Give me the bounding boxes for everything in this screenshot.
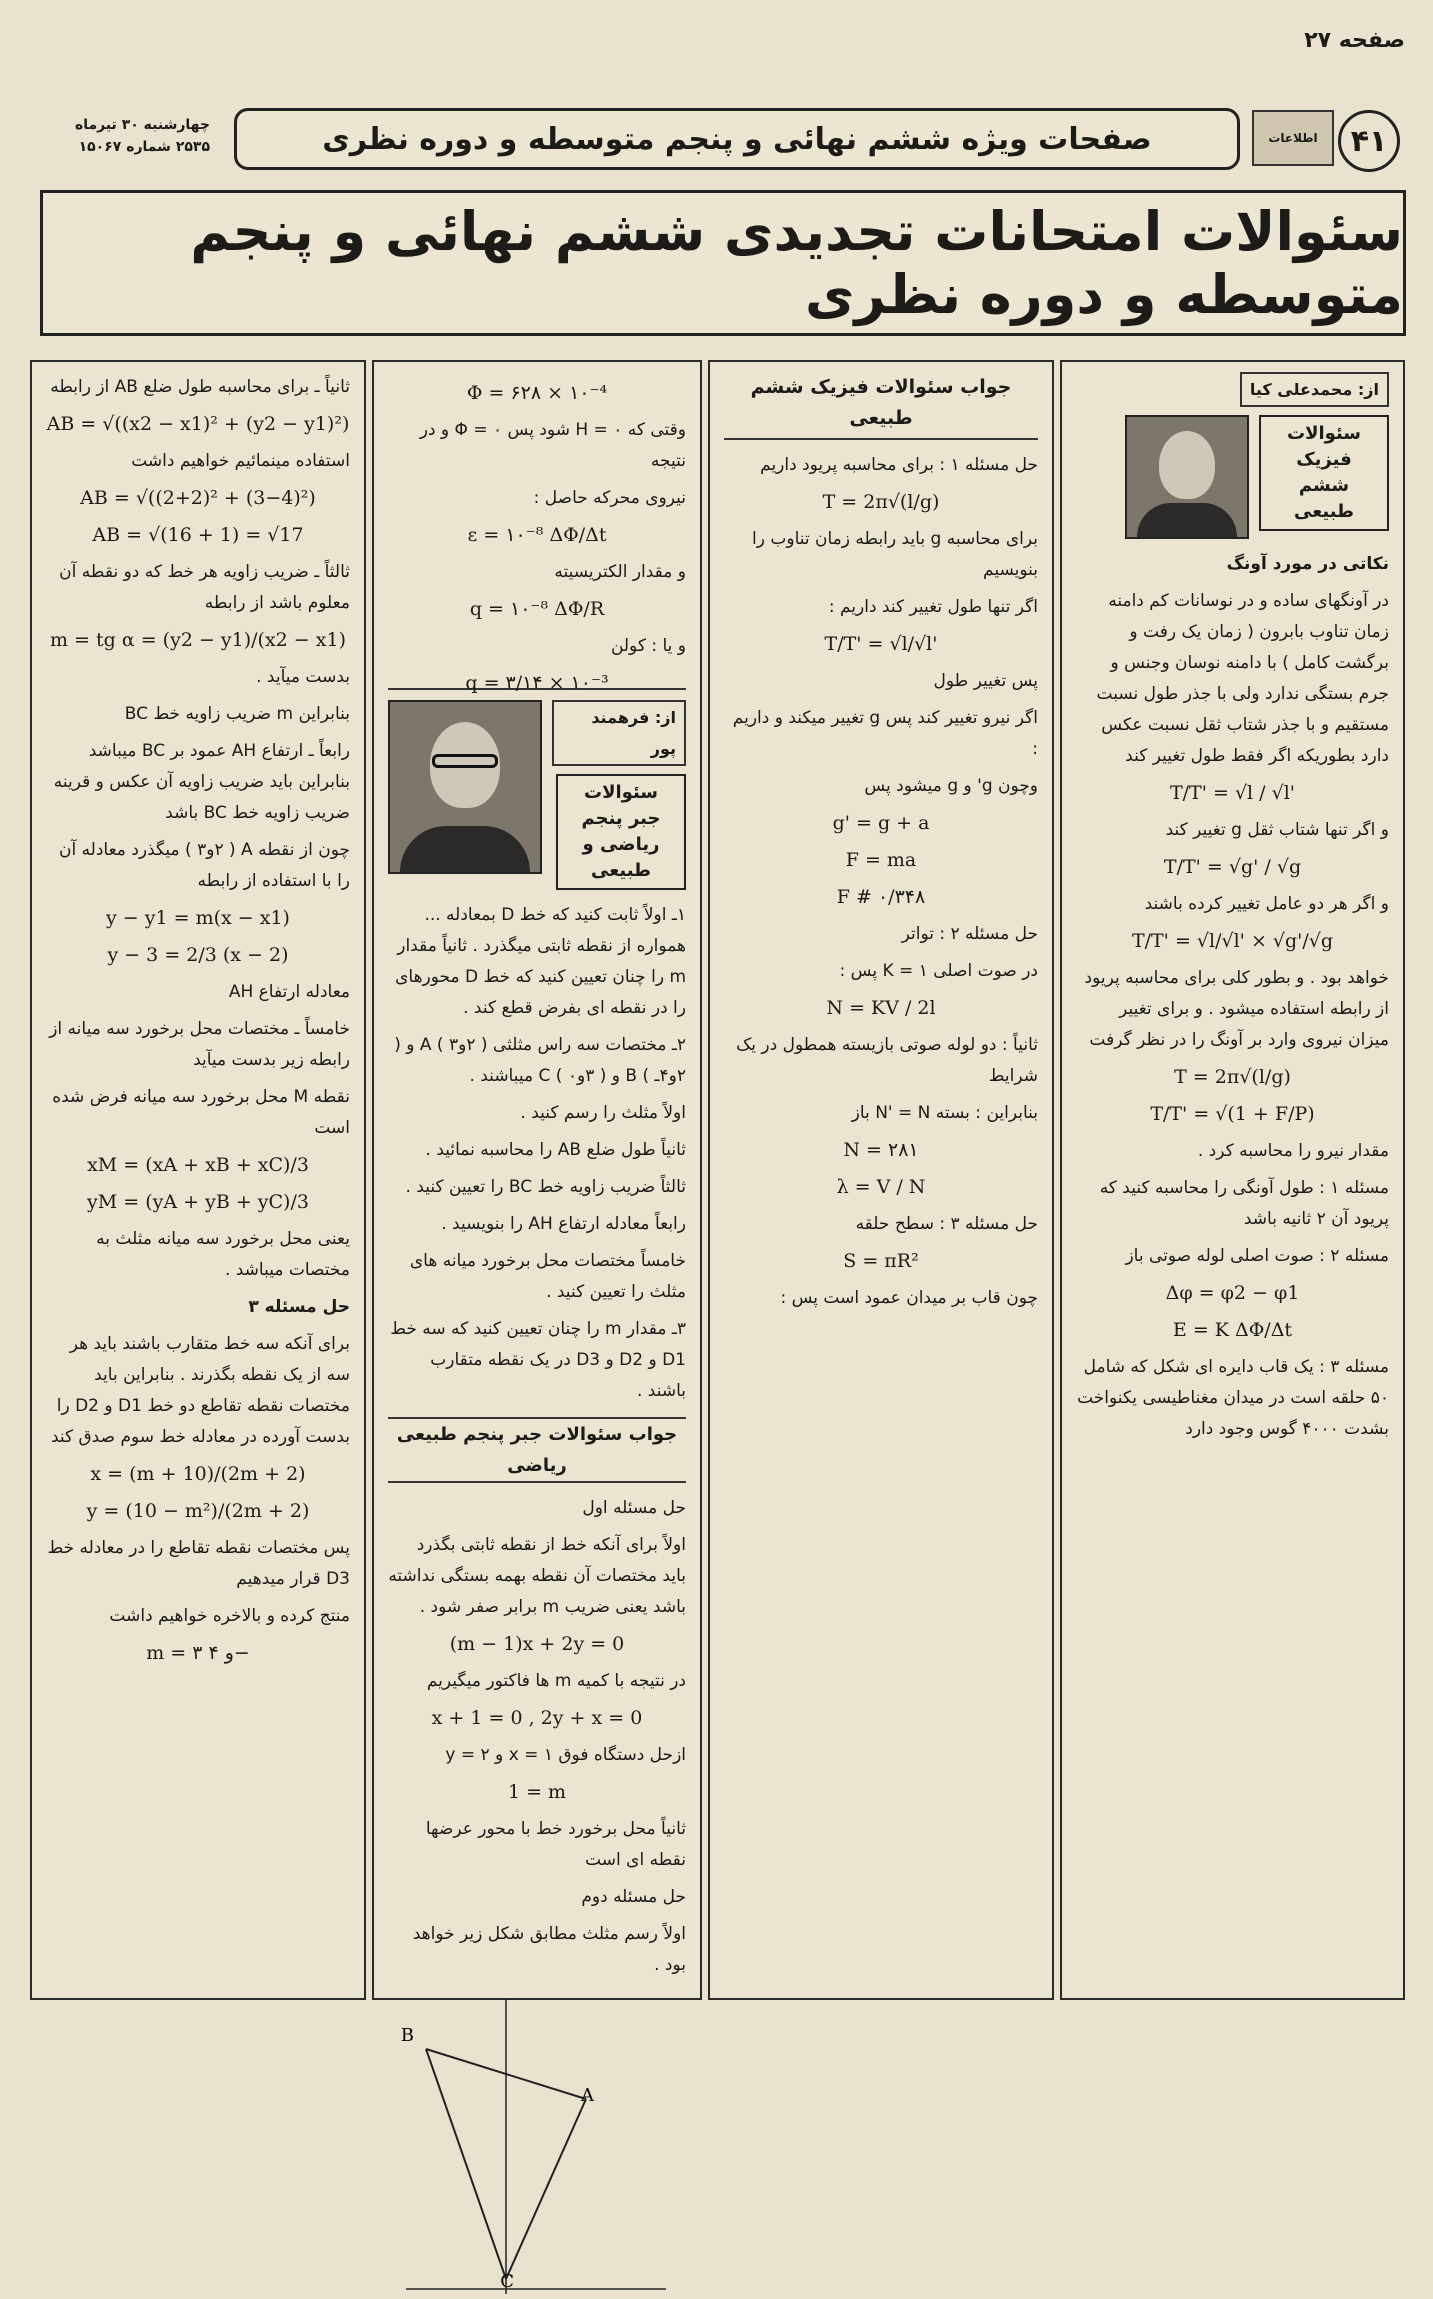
paragraph: حل مسئله ۱ : برای محاسبه پریود داریم [760,455,1038,475]
paragraph: حل مسئله ۳ [248,1297,350,1317]
formula: m = tg α = (y2 − y1)/(x2 − x1) [50,629,346,651]
author-byline: از: فرهمند پور [552,700,686,766]
physics-questions-column [1060,360,1405,2000]
formula: T/T' = √l/√l' [824,633,938,655]
paragraph: ۱ـ اولاً ثابت کنید که خط D بمعادله ... همواره از نقطه ثابتی میگذرد . ثانیاً مقدار m را چنان تعیین کنید که خط D محورهای را در نقطه ای بفرض قطع کند . [395,905,686,1018]
formula: (m − 1)x + 2y = 0 [449,1633,625,1655]
paragraph: بنابراین : بسته N' = N باز [851,1103,1038,1123]
paragraph: رابعاً ـ ارتفاع AH عمود بر BC میباشد بنابراین باید ضریب زاویه آن عکس و قرینه ضریب زاویه خط BC باشد [53,741,350,823]
formula: xM = (xA + xB + xC)/3 [87,1154,309,1176]
paragraph: اگر تنها طول تغییر کند داریم : [828,597,1038,617]
formula: T/T' = √l/√l' × √g'/√g [1131,930,1334,952]
issue-line: ۲۵۳۵ شماره ۱۵۰۶۷ [78,139,210,155]
column-title: جواب سئوالات فیزیک ششم طبیعی [724,372,1038,440]
newspaper-logo: اطلاعات [1252,110,1334,166]
formula: E = K ΔΦ/Δt [1172,1319,1293,1341]
paragraph: اولاً رسم مثلث مطابق شکل زیر خواهد بود . [412,1924,686,1975]
paragraph: پس مختصات نقطه تقاطع را در معادله خط D3 قرار میدهیم [47,1538,350,1589]
paragraph: برای محاسبه g باید رابطه زمان تناوب را بنویسیم [752,529,1038,580]
issue-page-badge: ۴۱ [1338,110,1400,172]
paragraph: برای آنکه سه خط متقارب باشند باید هر سه از یک نقطه بگذرند . بنابراین باید مختصات نقطه تقاطع دو خط D1 و D2 را بدست آورده در معادله خط سوم صدق کند [50,1334,350,1447]
formula: 1 = m [507,1781,567,1803]
date-line: چهارشنبه ۳۰ تیرماه [74,117,210,133]
paragraph: مسئله ۱ : طول آونگی را محاسبه کنید که پریود آن ۲ ثانیه باشد [1099,1178,1389,1229]
formula: λ = V / N [836,1176,926,1198]
author-photo [1125,415,1249,539]
paragraph: ۲ـ مختصات سه راس مثلثی ( ۲و۳ ) A و ( ۲و۴ـ ) B و ( ۳و۰ ) C میباشند . [394,1035,686,1086]
formula: yM = (yA + yB + yC)/3 [87,1191,309,1213]
paragraph: پس تغییر طول [933,671,1038,691]
banner-title: سئوالات امتحانات تجدیدی ششم نهائی و پنجم متوسطه و دوره نظری [190,200,1403,326]
paragraph: خامساً ـ مختصات محل برخورد سه میانه از رابطه زیر بدست میآید [49,1019,350,1070]
vertex-a-label: A [581,2085,594,2106]
formula: T = 2π√(l/g) [1174,1066,1291,1088]
paragraph: نقطه M محل برخورد سه میانه فرض شده است [52,1087,350,1138]
paragraph: و یا : کولن [610,636,686,656]
section-header-title: صفحات ویژه ششم نهائی و پنجم متوسطه و دوره نظری [234,108,1240,170]
paragraph: حل مسئله اول [582,1498,686,1518]
paragraph: در صوت اصلی ۱ = K پس : [839,961,1038,981]
vertex-c-label: C [500,2271,514,2292]
formula: T/T' = √(1 + F/P) [1150,1103,1315,1125]
paragraph: بدست میآید . [256,667,350,687]
paragraph: ثانیاً : دو لوله صوتی بازیسته همطول در یک شرایط [736,1035,1038,1086]
paragraph: در نتیجه با کمیه m ها فاکتور میگیریم [426,1671,686,1691]
physics-continuation [388,378,686,694]
side-bc [426,2049,506,2279]
main-banner [40,190,1406,336]
paragraph: و اگر تنها شتاب ثقل g تغییر کند [1165,820,1389,840]
paragraph: مقدار نیرو را محاسبه کرد . [1197,1141,1389,1161]
paragraph: ثانیاً طول ضلع AB را محاسبه نمائید . [425,1140,686,1160]
algebra-questions-column [372,360,702,2292]
author-block [1076,415,1389,539]
paragraph: اگر نیرو تغییر کند پس g تغییر میکند و داریم : [732,708,1038,759]
formula: N = ۲۸۱ [843,1139,919,1161]
paragraph: ثالثاً ضریب زاویه خط BC را تعیین کنید . [405,1177,686,1197]
author-byline: از: محمدعلی کیا [1240,372,1389,407]
paragraph: چون قاب بر میدان عمود است پس : [780,1288,1038,1308]
author-block [388,700,686,890]
subject-label: سئوالات فیزیک ششم طبیعی [1259,415,1389,531]
paragraph: خواهد بود . و بطور کلی برای محاسبه پریود از رابطه استفاده میشود . و برای تغییر میزان نیروی وارد بر آونگ را در نظر گرفت [1084,968,1389,1050]
paragraph: ازحل دستگاه فوق ۱ = x و ۲ = y [445,1745,686,1765]
formula: x = (m + 10)/(2m + 2) [90,1463,306,1485]
paragraph: وچون g' و g میشود پس [864,776,1038,796]
paragraph: منتج کرده و بالاخره خواهیم داشت [109,1606,350,1626]
formula: Φ = ۶۲۸ × ۱۰⁻⁴ [466,382,608,404]
vertex-b-label: B [400,2025,414,2046]
formula: q = ۱۰⁻⁸ ΔΦ/R [469,598,605,620]
formula: m = ۳ و ۴− [146,1642,250,1664]
paragraph: حل مسئله ۳ : سطح حلقه [855,1214,1038,1234]
formula: N = KV / 2l [826,997,936,1019]
paragraph: و مقدار الکتریسیته [554,562,686,582]
paragraph: وقتی که ۰ = H شود پس ۰ = Φ و در نتیجه [419,420,686,471]
subject-label: سئوالات جبر پنجم ریاضی و طبیعی [556,774,686,890]
formula: AB = √(16 + 1) = √17 [92,524,304,546]
paragraph: ثالثاً ـ ضریب زاویه هر خط که دو نقطه آن معلوم باشد از رابطه [59,562,350,613]
physics-answers-column [708,360,1054,2000]
formula: Δφ = φ2 − φ1 [1165,1282,1300,1304]
publication-info [40,114,210,158]
paragraph: نکاتی در مورد آونگ [1226,554,1389,574]
paragraph: اولاً برای آنکه خط از نقطه ثابتی بگذرد باید مختصات آن نقطه بهمه بستگی نداشته باشد یعنی ضریب m برابر صفر شود . [388,1535,686,1617]
paragraph: نیروی محرکه حاصل : [533,488,686,508]
formula: ε = ۱۰⁻⁸ ΔΦ/Δt [467,524,607,546]
paragraph: و اگر هر دو عامل تغییر کرده باشند [1144,894,1389,914]
formula: AB = √((x2 − x1)² + (y2 − y1)²) [46,413,350,435]
paragraph: بنابراین m ضریب زاویه خط BC [124,704,350,724]
paragraph: ثانیاً ـ برای محاسبه طول ضلع AB از رابطه [50,377,350,397]
formula: T = 2π√(l/g) [822,491,940,513]
formula: AB = √((2+2)² + (3−4)²) [80,487,316,509]
formula: g' = g + a [832,812,930,834]
paragraph: مسئله ۳ : یک قاب دایره ای شکل که شامل ۵۰ حلقه است در میدان مغناطیسی یکنواخت بشدت ۴۰۰۰ گوس وجود دارد [1077,1357,1389,1439]
triangle-diagram [386,1989,686,2299]
formula: F # ۰/۳۴۸ [836,886,926,908]
paragraph: در آونگهای ساده و در نوسانات کم دامنه زمان تناوب بابرون ( زمان یک رفت و برگشت کامل ) با دامنه نوسان وجنس و جرم بستگی ندارد ولی با جذر طول نسبت مستقیم و با جذر شتاب ثقل نسبت عکس دارد بطوریکه اگر فقط طول تغییر کند [1096,591,1389,766]
paragraph: حل مسئله ۲ : تواتر [901,924,1038,944]
paragraph: ۳ـ مقدار m را چنان تعیین کنید که سه خط D1 و D2 و D3 در یک نقطه متقارب باشند . [390,1319,686,1401]
author-photo [388,700,542,874]
page-number: صفحه ۲۷ [1304,28,1405,53]
paragraph: حل مسئله دوم [581,1887,686,1907]
side-ac [506,2099,586,2279]
answers-title: جواب سئوالات جبر پنجم طبیعی ریاضی [388,1417,686,1483]
formula: F = ma [845,849,917,871]
paragraph: یعنی محل برخورد سه میانه مثلث به مختصات میباشد . [96,1229,350,1280]
algebra-answers-column [30,360,366,2000]
paragraph: مسئله ۲ : صوت اصلی لوله صوتی باز [1125,1246,1389,1266]
formula: y − 3 = 2/3 (x − 2) [107,944,289,966]
paragraph: رابعاً معادله ارتفاع AH را بنویسید . [441,1214,686,1234]
page-header [40,108,1400,170]
formula: T/T' = √l / √l' [1169,782,1296,804]
paragraph: اولاً مثلث را رسم کنید . [520,1103,686,1123]
formula: S = πR² [843,1250,919,1272]
formula: x + 1 = 0 , 2y + x = 0 [431,1707,643,1729]
formula: y = (10 − m²)/(2m + 2) [86,1500,310,1522]
paragraph: چون از نقطه A ( ۲و۳ ) میگذرد معادله آن را با استفاده از رابطه [58,840,350,891]
formula: y − y1 = m(x − x1) [106,907,290,929]
formula: T/T' = √g' / √g [1163,856,1302,878]
paragraph: معادله ارتفاع AH [228,982,350,1002]
formula: q = ۳/۱۴ × ۱۰⁻³ [465,672,609,694]
paragraph: استفاده مینمائیم خواهیم داشت [131,451,350,471]
paragraph: خامساً مختصات محل برخورد میانه های مثلث را تعیین کنید . [409,1251,686,1302]
paragraph: ثانیاً محل برخورد خط با محور عرضها نقطه ای است [425,1819,686,1870]
